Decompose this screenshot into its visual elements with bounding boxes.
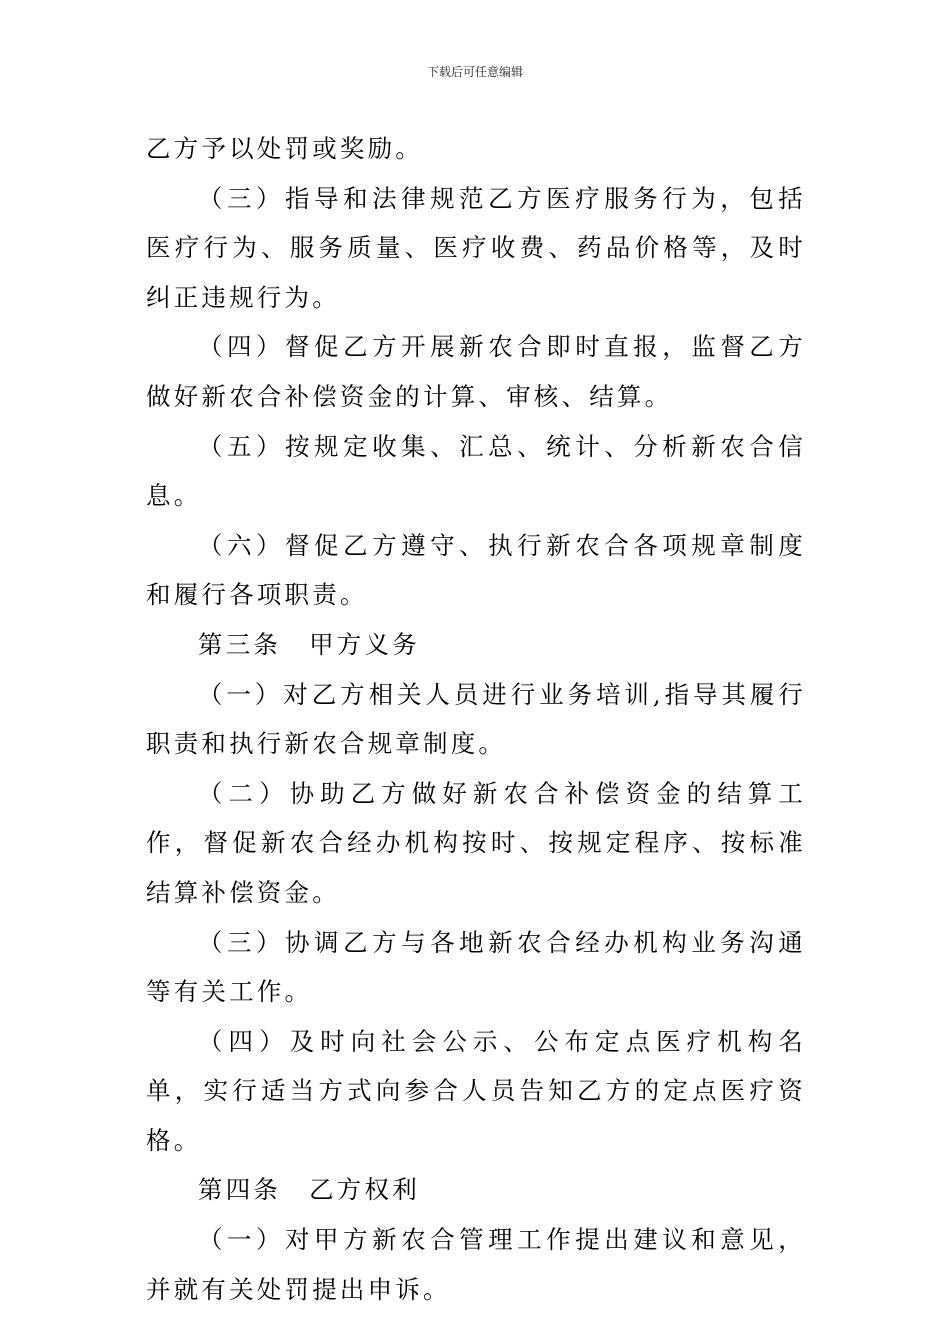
paragraph-article4-item-1: （一）对甲方新农合管理工作提出建议和意见，并就有关处罚提出申诉。 (146, 1225, 806, 1304)
article-3-title: 甲方义务 (309, 629, 420, 659)
paragraph-item-3-guidance: （三）指导和法律规范乙方医疗服务行为，包括医疗行为、服务质量、医疗收费、药品价格等，及时纠正违规行为。 (146, 183, 806, 312)
article-4-label: 第四条 (198, 1175, 282, 1205)
paragraph-continuation: 乙方予以处罚或奖励。 (146, 134, 423, 163)
article-3-heading (146, 620, 806, 670)
paragraph-article3-item-4: （四）及时向社会公示、公布定点医疗机构名单，实行适当方式向参合人员告知乙方的定点医疗资格。 (146, 1026, 806, 1155)
paragraph-article3-item-1: （一）对乙方相关人员进行业务培训,指导其履行职责和执行新农合规章制度。 (146, 679, 806, 759)
page-header: 下载后可任意编辑 (426, 65, 523, 79)
paragraph-article3-item-3: （三）协调乙方与各地新农合经办机构业务沟通等有关工作。 (146, 927, 806, 1007)
paragraph-item-5-information: （五）按规定收集、汇总、统计、分析新农合信息。 (146, 431, 806, 511)
article-4-title: 乙方权利 (309, 1175, 420, 1205)
paragraph-item-6-compliance: （六）督促乙方遵守、执行新农合各项规章制度和履行各项职责。 (146, 530, 806, 610)
paragraph-item-4-direct-report: （四）督促乙方开展新农合即时直报，监督乙方做好新农合补偿资金的计算、审核、结算。 (146, 332, 806, 411)
document-body (146, 124, 806, 1314)
article-4-heading (146, 1165, 806, 1215)
article-3-label: 第三条 (198, 629, 282, 659)
paragraph-article3-item-2: （二）协助乙方做好新农合补偿资金的结算工作，督促新农合经办机构按时、按规定程序、按标准结算补偿资金。 (146, 778, 806, 907)
